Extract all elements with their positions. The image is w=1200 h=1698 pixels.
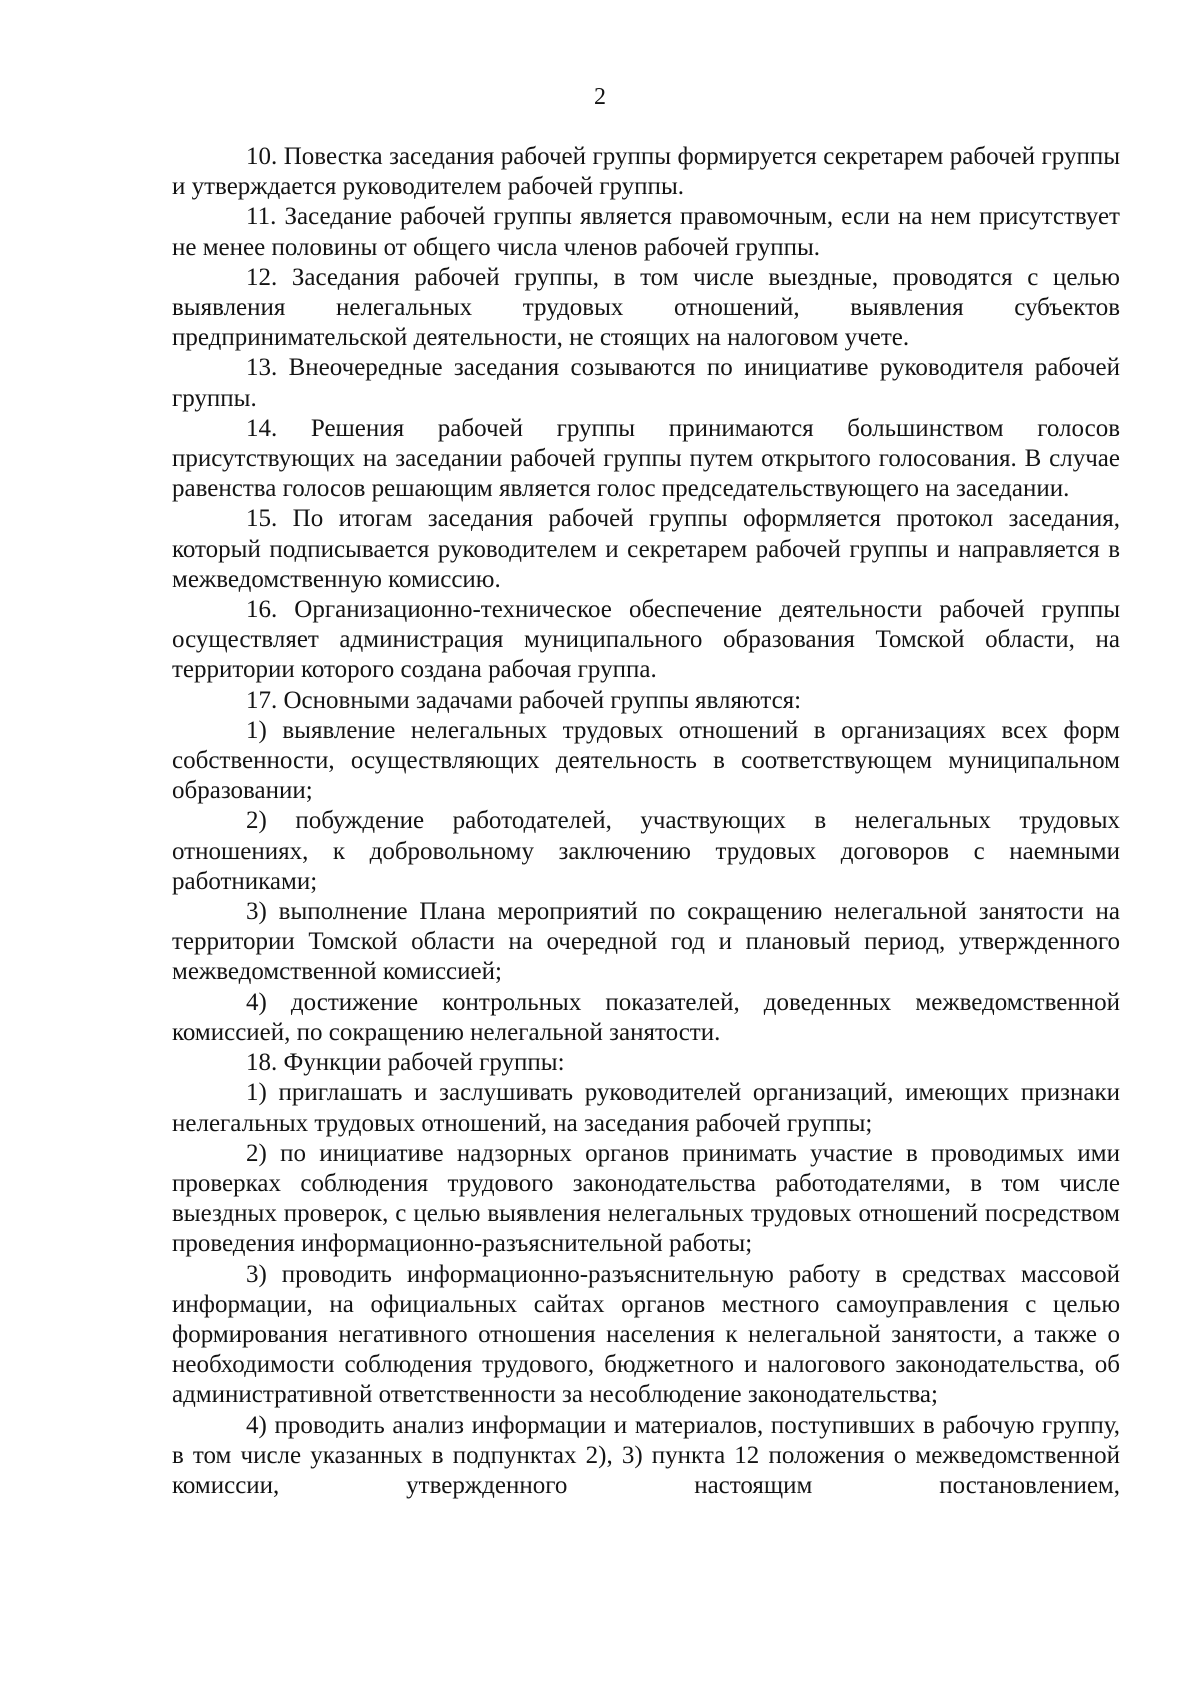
paragraph-14: 14. Решения рабочей группы принимаются большинством голосов присутствующих на заседании рабочей группы путем открытого голосования. В случае равенства голосов решающим является голос председательствующего на заседании. [172, 414, 1120, 503]
paragraph-17-item-4: 4) достижение контрольных показателей, доведенных межведомственной комиссией, по сокращению нелегальной занятости. [172, 988, 1120, 1046]
document-body [172, 142, 1120, 1501]
paragraph-15: 15. По итогам заседания рабочей группы оформляется протокол заседания, который подписывается руководителем и секретарем рабочей группы и направляется в межведомственную комиссию. [172, 505, 1120, 593]
paragraph-17: 17. Основными задачами рабочей группы являются: [246, 686, 802, 714]
paragraph-10: 10. Повестка заседания рабочей группы формируется секретарем рабочей группы и утверждается руководителем рабочей группы. [172, 143, 1120, 201]
paragraph-16: 16. Организационно-техническое обеспечение деятельности рабочей группы осуществляет администрация муниципального образования Томской области, на территории которого создана рабочая группа. [172, 596, 1120, 684]
paragraph-17-item-3: 3) выполнение Плана мероприятий по сокращению нелегальной занятости на территории Томской области на очередной год и плановый период, утвержденного межведомственной комиссией; [172, 898, 1120, 986]
paragraph-17-item-1: 1) выявление нелегальных трудовых отношений в организациях всех форм собственности, осуществляющих деятельность в соответствующем муниципальном образовании; [172, 716, 1120, 805]
paragraph-11: 11. Заседание рабочей группы является правомочным, если на нем присутствует не менее половины от общего числа членов рабочей группы. [172, 203, 1120, 261]
paragraph-18-item-2: 2) по инициативе надзорных органов принимать участие в проводимых ими проверках соблюдения трудового законодательства работодателями, в том числе выездных проверок, с целью выявления нелегальных трудовых отношений посредством проведения информационно-разъяснительной работы; [172, 1139, 1120, 1258]
paragraph-13: 13. Внеочередные заседания созываются по инициативе руководителя рабочей группы. [172, 354, 1120, 412]
paragraph-18-item-1: 1) приглашать и заслушивать руководителей организаций, имеющих признаки нелегальных трудовых отношений, на заседания рабочей группы; [172, 1079, 1120, 1137]
paragraph-18-item-3: 3) проводить информационно-разъяснительную работу в средствах массовой информации, на официальных сайтах органов местного самоуправления с целью формирования негативного отношения населения к нелегальной занятости, а также о необходимости соблюдения трудового, бюджетного и налогового законодательства, об административной ответственности за несоблюдение законодательства; [172, 1260, 1120, 1409]
paragraph-18: 18. Функции рабочей группы: [246, 1049, 565, 1077]
page-number: 2 [594, 84, 606, 110]
paragraph-18-item-4: 4) проводить анализ информации и материалов, поступивших в рабочую группу, в том числе указанных в подпунктах 2), 3) пункта 12 положения о межведомственной комиссии, утвержденного настоящим постановлением, [172, 1411, 1120, 1499]
paragraph-17-item-2: 2) побуждение работодателей, участвующих в нелегальных трудовых отношениях, к добровольному заключению трудовых договоров с наемными работниками; [172, 807, 1120, 895]
paragraph-12: 12. Заседания рабочей группы, в том числе выездные, проводятся с целью выявления нелегальных трудовых отношений, выявления субъектов предпринимательской деятельности, не стоящих на налоговом учете. [172, 263, 1120, 352]
